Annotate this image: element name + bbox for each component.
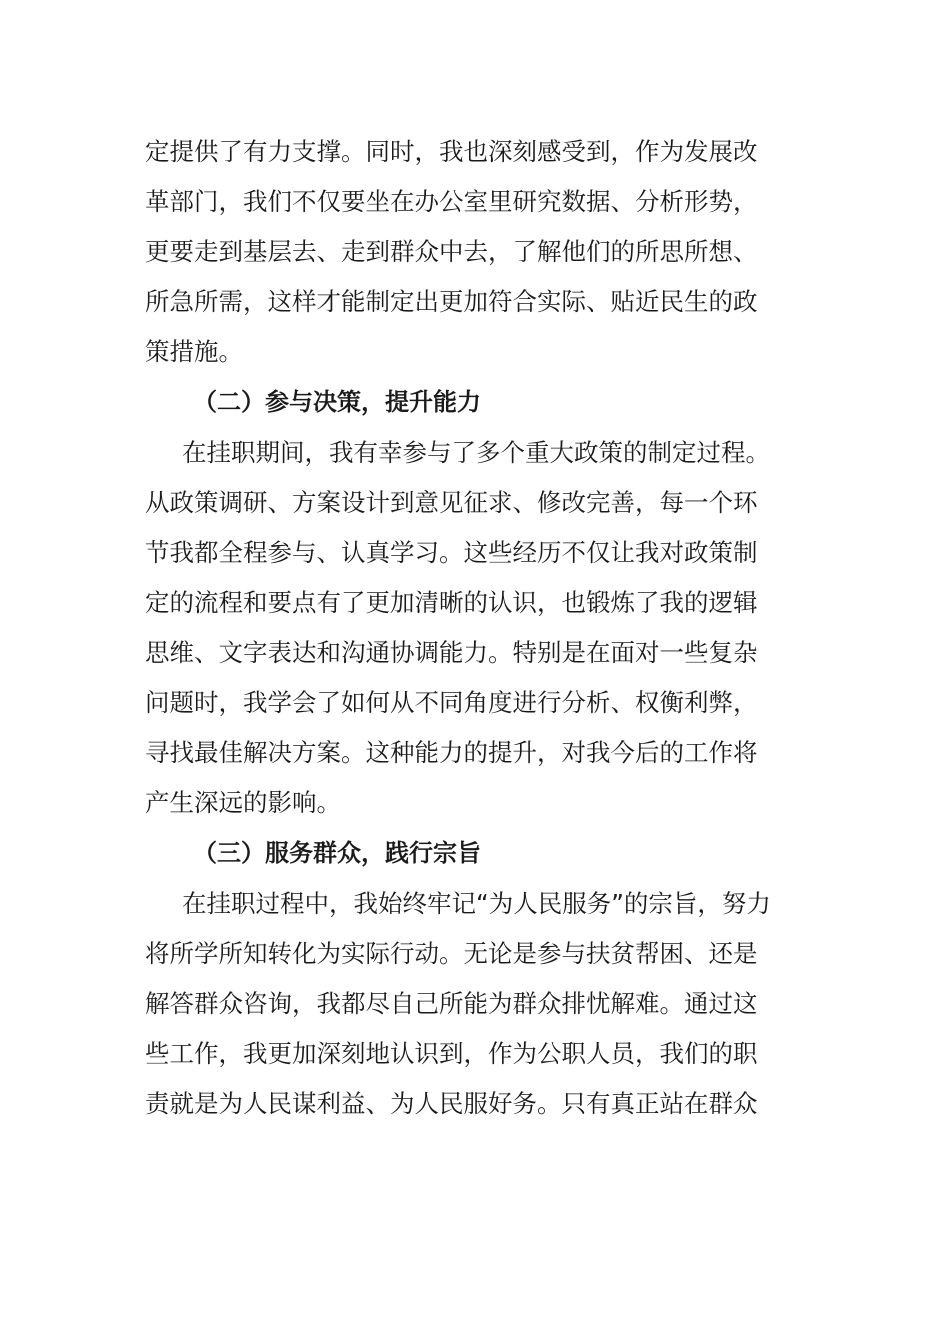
text-line: 在挂职期间，我有幸参与了多个重大政策的制定过程。 [182, 438, 770, 467]
text-line: 所急所需，这样才能制定出更加符合实际、贴近民生的政 [145, 287, 758, 316]
text-line: 解答群众咨询，我都尽自己所能为群众排忧解难。通过这 [145, 989, 758, 1018]
text-line: 责就是为人民谋利益、为人民服好务。只有真正站在群众 [145, 1089, 758, 1118]
text-line: 定的流程和要点有了更加清晰的认识，也锻炼了我的逻辑 [145, 588, 758, 617]
text-line: 策措施。 [145, 337, 243, 366]
section-heading-2: （二）参与决策，提升能力 [193, 388, 481, 416]
text-line: 些工作，我更加深刻地认识到，作为公职人员，我们的职 [145, 1039, 758, 1068]
text-line: 更要走到基层去、走到群众中去，了解他们的所思所想、 [145, 237, 758, 266]
text-line: 定提供了有力支撑。同时，我也深刻感受到，作为发展改 [145, 137, 758, 166]
text-line: 问题时，我学会了如何从不同角度进行分析、权衡利弊， [145, 688, 758, 717]
text-line: 产生深远的影响。 [145, 788, 341, 817]
section-heading-3: （三）服务群众，践行宗旨 [193, 839, 481, 867]
text-line: 在挂职过程中，我始终牢记“为人民服务”的宗旨，努力 [182, 889, 771, 918]
text-line: 思维、文字表达和沟通协调能力。特别是在面对一些复杂 [145, 638, 758, 667]
text-line: 节我都全程参与、认真学习。这些经历不仅让我对政策制 [145, 538, 758, 567]
text-line: 从政策调研、方案设计到意见征求、修改完善，每一个环 [145, 488, 758, 517]
text-line: 寻找最佳解决方案。这种能力的提升，对我今后的工作将 [145, 738, 758, 767]
text-line: 革部门，我们不仅要坐在办公室里研究数据、分析形势， [145, 187, 758, 216]
text-line: 将所学所知转化为实际行动。无论是参与扶贫帮困、还是 [145, 939, 758, 968]
